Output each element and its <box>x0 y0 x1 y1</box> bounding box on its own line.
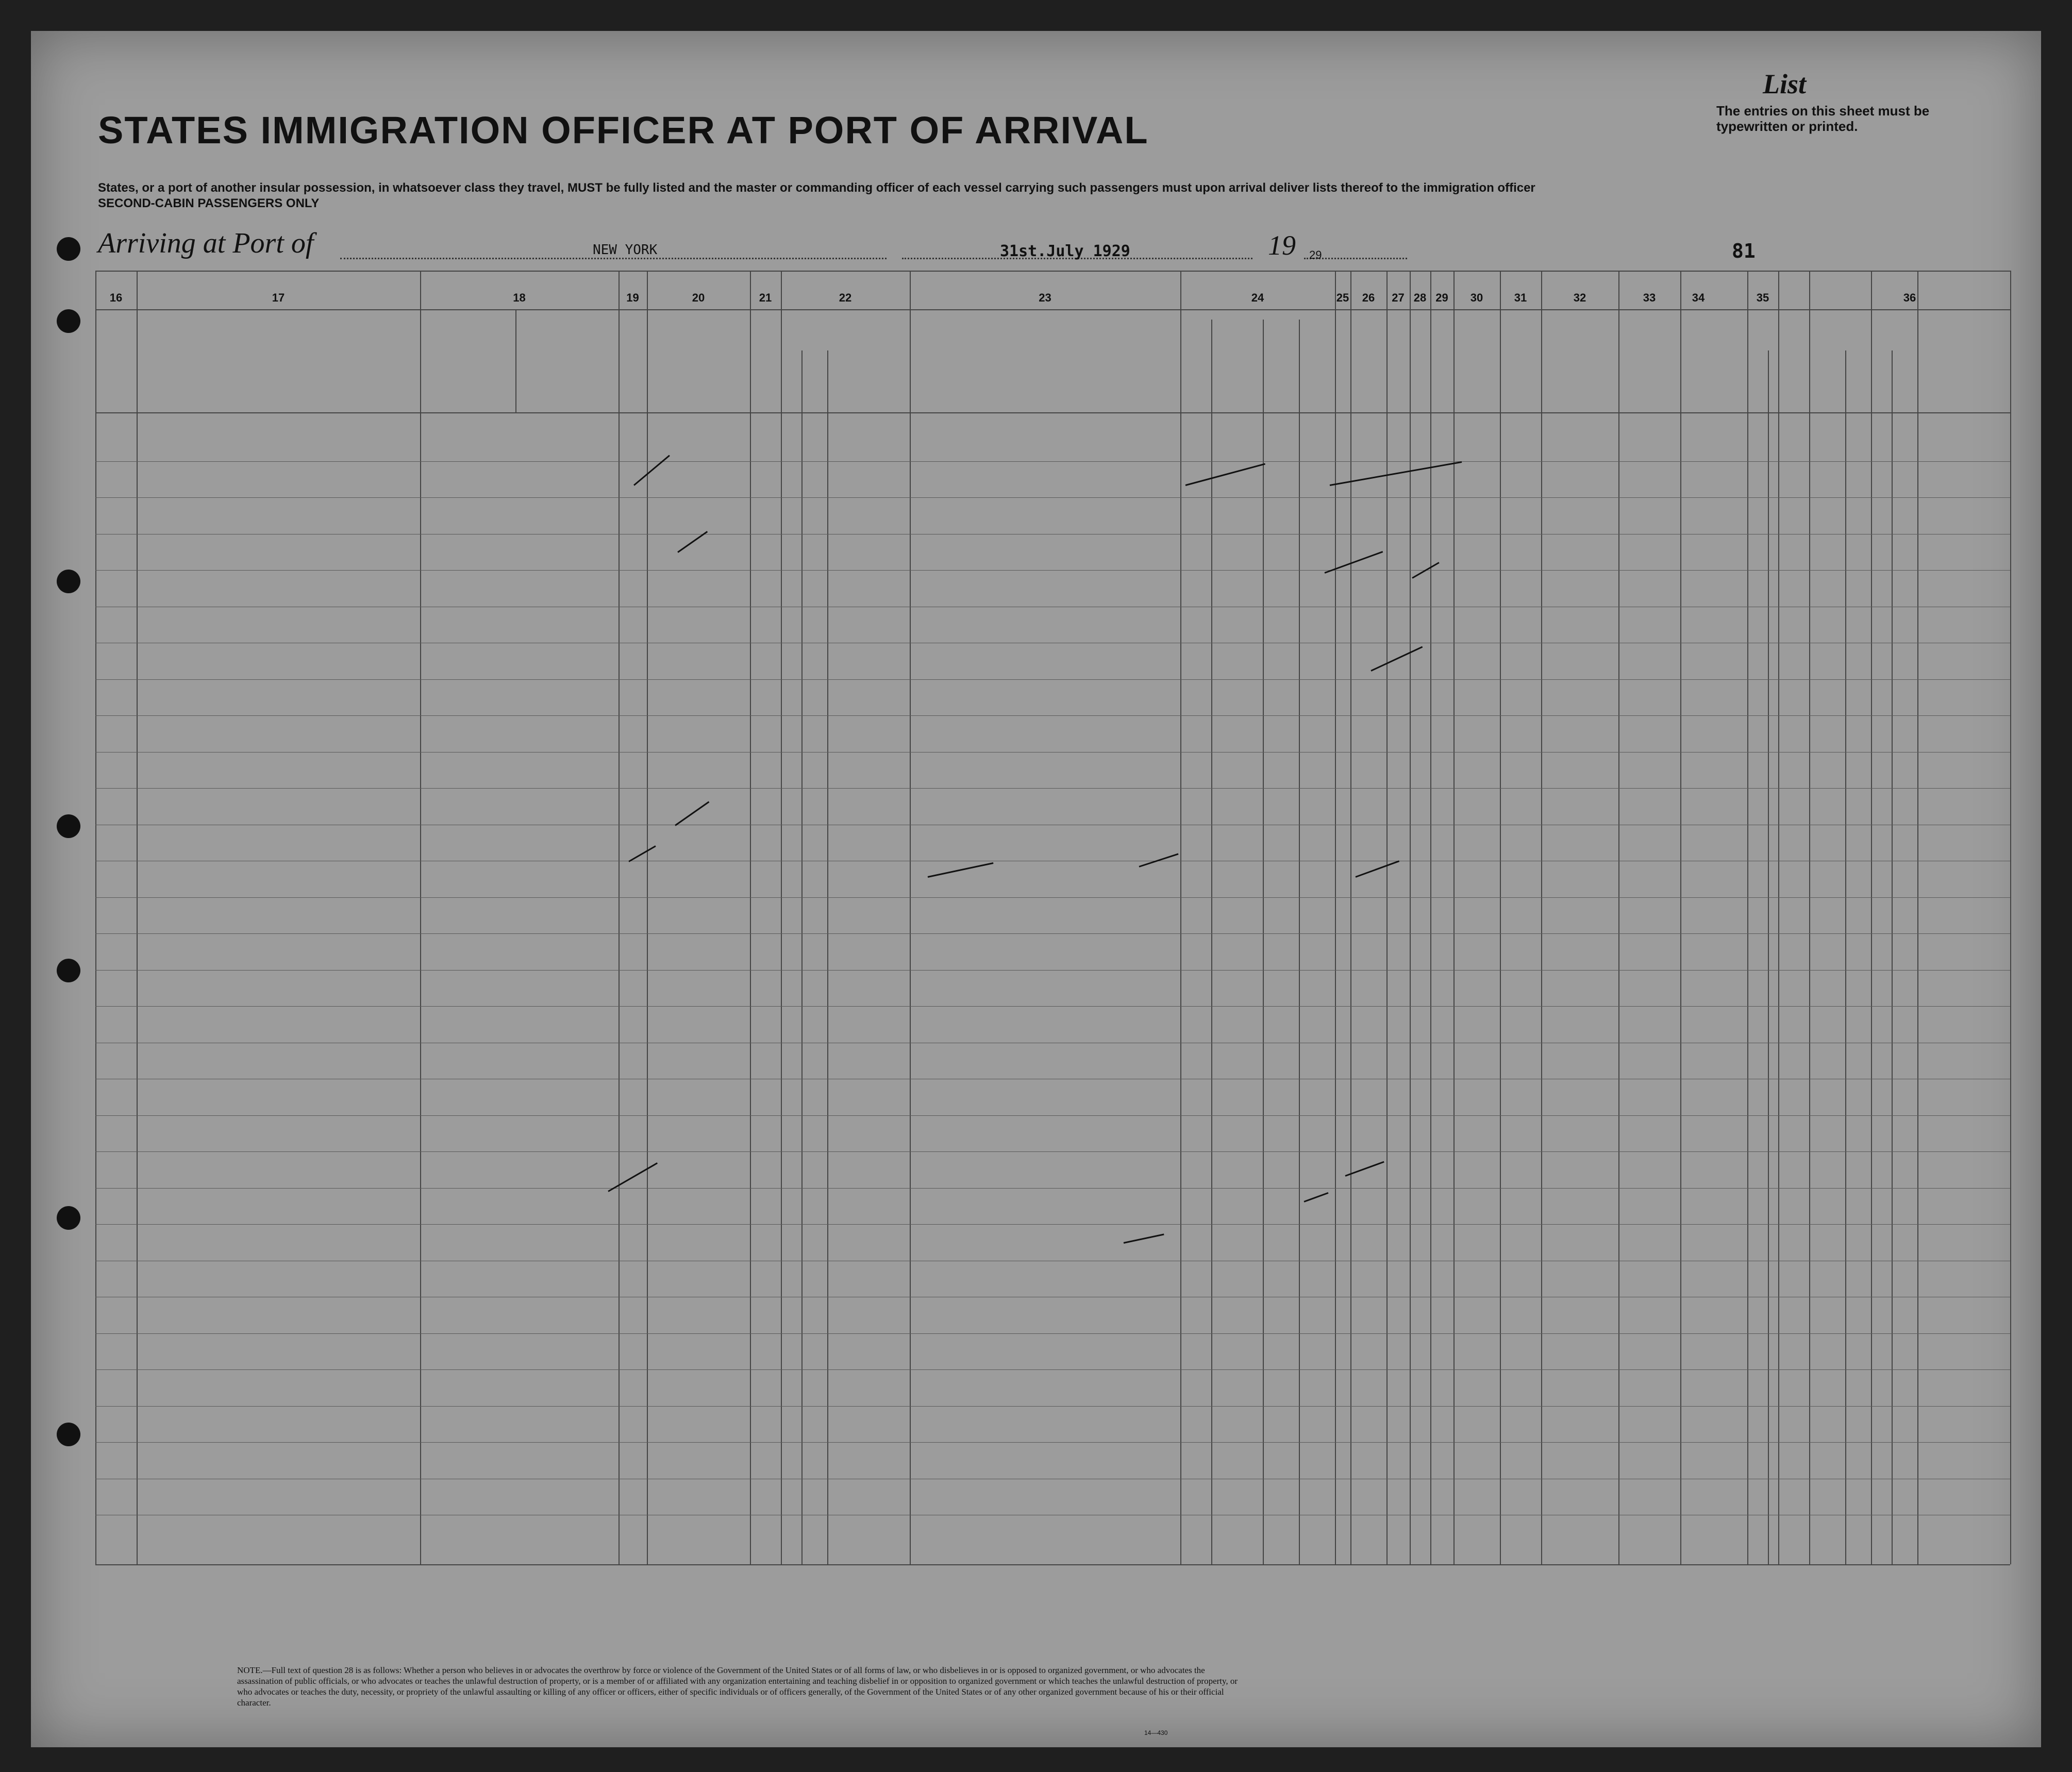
row-rule <box>95 497 2010 498</box>
ink-check-mark <box>1139 853 1179 867</box>
column-number: 29 <box>1435 291 1448 304</box>
page-number: 81 <box>1732 240 1756 262</box>
date-value: 31st.July 1929 <box>1000 242 1130 260</box>
subcolumn-rule <box>1768 350 1769 412</box>
intro-line: States, or a port of another insular possession, in whatsoever class they travel, MUST be fully listed and the master or commanding officer of each vessel carrying such passengers must upon arrival deliver lists thereof to the immigration officer <box>98 181 1535 195</box>
row-rule <box>95 1333 2010 1334</box>
subcolumn-rule <box>1845 412 1846 1564</box>
column-rule <box>750 271 751 1564</box>
column-rule <box>1809 271 1810 1564</box>
column-number: 33 <box>1643 291 1656 304</box>
punch-hole <box>57 814 80 838</box>
row-rule <box>95 1406 2010 1407</box>
arriving-label: Arriving at Port of <box>98 227 314 259</box>
row-rule <box>95 1151 2010 1152</box>
ink-check-mark <box>1185 463 1265 486</box>
column-rule <box>619 271 620 1564</box>
column-rule <box>1747 271 1748 1564</box>
subcolumn-rule <box>1845 350 1846 412</box>
column-rule <box>910 271 911 1564</box>
column-number: 19 <box>626 291 639 304</box>
row-rule <box>95 1006 2010 1007</box>
intro-class: SECOND-CABIN PASSENGERS ONLY <box>98 196 320 210</box>
list-label: List <box>1763 69 1807 99</box>
punch-hole <box>57 959 80 982</box>
column-number: 24 <box>1251 291 1264 304</box>
subcolumn-rule <box>1211 412 1212 1564</box>
column-number: 23 <box>1039 291 1051 304</box>
ink-check-mark <box>633 455 670 486</box>
row-rule <box>95 933 2010 934</box>
intro-text <box>98 180 1722 211</box>
subcolumn-rule <box>827 350 828 412</box>
arriving-rule <box>340 258 887 259</box>
ink-check-mark <box>675 801 709 826</box>
typewritten-note: The entries on this sheet must be typewritten or printed. <box>1716 103 1930 134</box>
subcolumn-rule <box>1892 412 1893 1564</box>
column-rule <box>1335 271 1336 1564</box>
column-number: 22 <box>839 291 852 304</box>
column-rule <box>1871 271 1872 1564</box>
row-rule <box>95 788 2010 789</box>
subcolumn-rule <box>515 309 516 412</box>
ink-check-mark <box>628 845 656 862</box>
column-rule <box>1410 271 1411 1564</box>
row-rule <box>95 679 2010 680</box>
punch-hole <box>57 1423 80 1446</box>
ink-check-mark <box>1304 1192 1328 1202</box>
header-bottom-rule <box>95 412 2010 413</box>
punch-hole <box>57 237 80 261</box>
row-rule <box>95 1224 2010 1225</box>
column-rule <box>1500 271 1501 1564</box>
column-rule <box>1917 271 1918 1564</box>
column-rule <box>1453 271 1455 1564</box>
column-number: 30 <box>1470 291 1483 304</box>
column-number: 21 <box>759 291 772 304</box>
footnote-question-28: NOTE.—Full text of question 28 is as follows: Whether a person who believes in or advocates the overthrow by force or violence of the Government of the United States or of all forms of law, or who disbelieves in or is opposed to organized government, or who advocates the assassination of public officials, or who advocates or teaches the unlawful destruction of property, or is a member of or affiliated with any organization entertaining and teaching disbelief in or opposition to organized government or which teaches the unlawful destruction of property, or who advocates or teaches the duty, necessity, or propriety of the unlawful assaulting or killing of any officer or officers, either of specific individuals or of officers generally, of the Government of the United States or of any other organized government because of his or their official character. <box>237 1665 1238 1708</box>
column-rule <box>781 271 782 1564</box>
column-rule <box>1350 271 1351 1564</box>
row-rule <box>95 1115 2010 1116</box>
column-rule <box>420 271 421 1564</box>
column-number: 18 <box>513 291 526 304</box>
row-rule <box>95 1369 2010 1370</box>
column-rule <box>1778 271 1779 1564</box>
column-number: 27 <box>1392 291 1405 304</box>
subcolumn-rule <box>1768 412 1769 1564</box>
row-rule <box>95 461 2010 462</box>
row-rule <box>95 1442 2010 1443</box>
punch-hole <box>57 309 80 333</box>
column-rule <box>1618 271 1619 1564</box>
ink-check-mark <box>1330 461 1462 486</box>
row-rule <box>95 570 2010 571</box>
column-number: 34 <box>1692 291 1705 304</box>
column-number: 35 <box>1756 291 1769 304</box>
column-number: 32 <box>1573 291 1586 304</box>
ink-check-mark <box>1371 646 1423 672</box>
row-rule <box>95 752 2010 753</box>
row-rule <box>95 1188 2010 1189</box>
table-top-rule <box>95 271 2010 272</box>
column-rule <box>647 271 648 1564</box>
row-rule <box>95 715 2010 716</box>
year-prefix: 19 <box>1268 230 1296 261</box>
subcolumn-rule <box>1263 320 1264 412</box>
column-rule <box>1386 271 1388 1564</box>
column-number: 16 <box>109 291 123 304</box>
column-number: 17 <box>272 291 285 304</box>
subcolumn-rule <box>1892 350 1893 412</box>
subcolumn-rule <box>827 412 828 1564</box>
column-rule <box>2010 271 2011 1564</box>
colnum-rule <box>95 309 2010 310</box>
column-number: 20 <box>692 291 705 304</box>
column-rule <box>1180 271 1181 1564</box>
column-number: 36 <box>1903 291 1916 304</box>
column-number: 25 <box>1336 291 1349 304</box>
punch-hole <box>57 1206 80 1230</box>
port-value: NEW YORK <box>593 242 658 258</box>
manifest-sheet <box>31 31 2041 1747</box>
subcolumn-rule <box>1211 320 1212 412</box>
column-number: 31 <box>1514 291 1527 304</box>
ink-check-mark <box>1355 860 1399 878</box>
ink-check-mark <box>1124 1233 1164 1244</box>
subcolumn-rule <box>1299 320 1300 412</box>
subcolumn-rule <box>801 412 803 1564</box>
column-rule <box>1680 271 1681 1564</box>
subcolumn-rule <box>1299 412 1300 1564</box>
form-code: 14—430 <box>1144 1729 1168 1736</box>
punch-hole <box>57 570 80 593</box>
column-rule <box>95 271 96 1564</box>
year-suffix: 29 <box>1309 248 1322 261</box>
subcolumn-rule <box>1263 412 1264 1564</box>
subcolumn-rule <box>801 350 803 412</box>
column-rule <box>1541 271 1542 1564</box>
page-title: STATES IMMIGRATION OFFICER AT PORT OF ARRIVAL <box>98 109 1149 152</box>
column-number: 28 <box>1413 291 1427 304</box>
row-rule <box>95 897 2010 898</box>
ink-check-mark <box>928 862 994 878</box>
table-bottom-rule <box>95 1564 2010 1565</box>
column-number: 26 <box>1362 291 1375 304</box>
column-rule <box>137 271 138 1564</box>
row-rule <box>95 970 2010 971</box>
column-rule <box>1430 271 1431 1564</box>
